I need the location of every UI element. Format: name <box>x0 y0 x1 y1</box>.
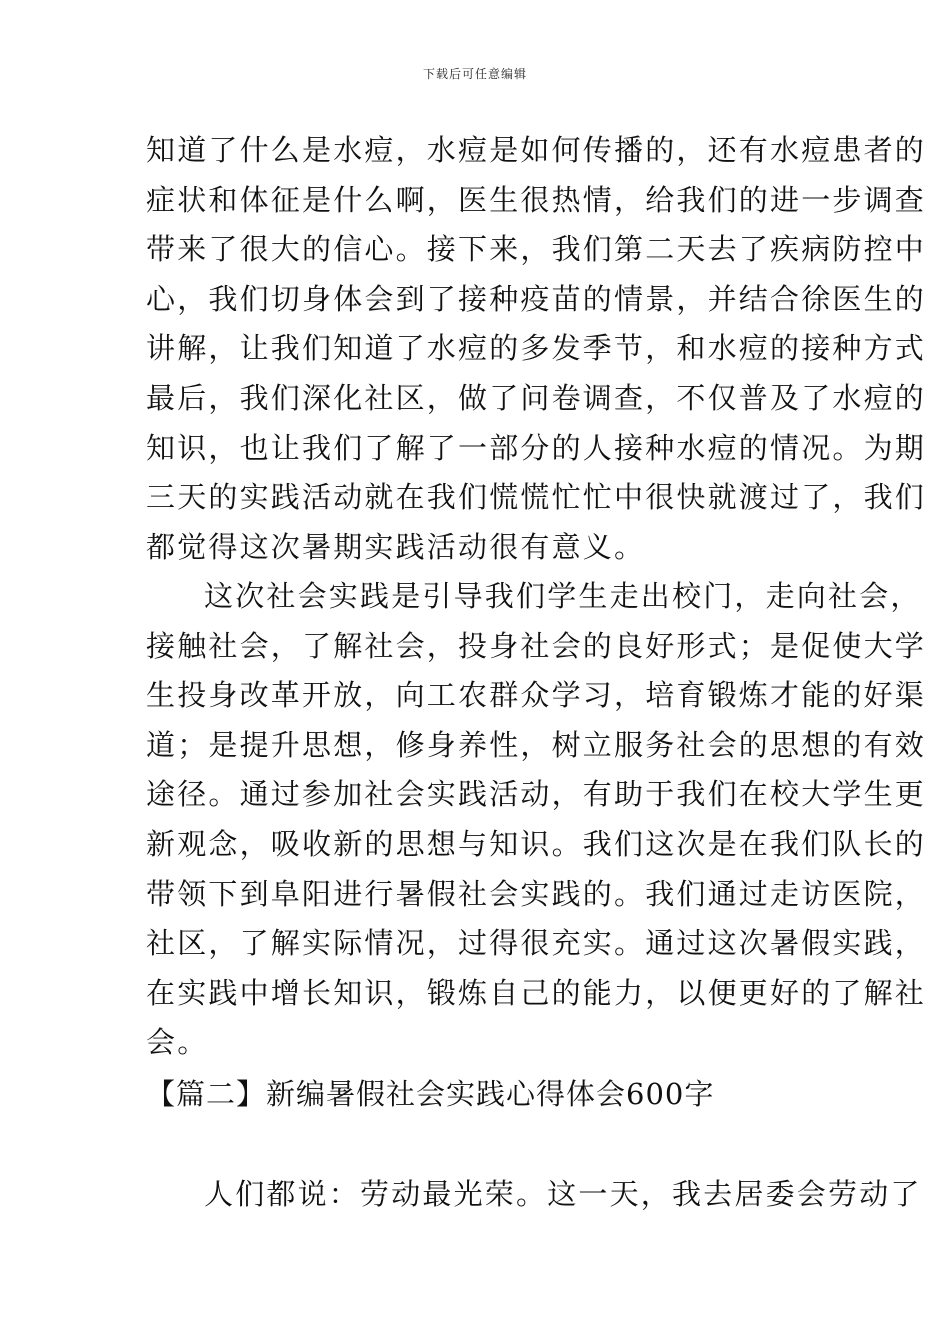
text-line: 知识，也让我们了解了一部分的人接种水痘的情况。为期 <box>146 430 927 465</box>
text-line: 道；是提升思想，修身养性，树立服务社会的思想的有效 <box>146 727 927 762</box>
text-line: 生投身改革开放，向工农群众学习，培育锻炼才能的好渠 <box>146 678 927 713</box>
text-line: 都觉得这次暑期实践活动很有意义。 <box>146 529 646 564</box>
text-line: 带领下到阜阳进行暑假社会实践的。我们通过走访医院， <box>146 876 927 911</box>
paragraph-1 <box>146 126 927 572</box>
text-line: 人们都说：劳动最光荣。这一天，我去居委会劳动了 <box>204 1177 922 1211</box>
page-header-note: 下载后可任意编辑 <box>422 67 527 81</box>
text-line: 讲解，让我们知道了水痘的多发季节，和水痘的接种方式 <box>146 331 927 366</box>
text-line: 带来了很大的信心。接下来，我们第二天去了疾病防控中 <box>146 232 927 267</box>
text-line: 在实践中增长知识，锻炼自己的能力，以便更好的了解社 <box>146 975 927 1010</box>
text-line: 途径。通过参加社会实践活动，有助于我们在校大学生更 <box>146 777 927 812</box>
text-line: 新观念，吸收新的思想与知识。我们这次是在我们队长的 <box>146 826 927 861</box>
text-line: 会。 <box>146 1025 209 1060</box>
text-line: 症状和体征是什么啊，医生很热情，给我们的进一步调查 <box>146 182 927 217</box>
text-line: 社区，了解实际情况，过得很充实。通过这次暑假实践， <box>146 926 927 961</box>
text-line: 三天的实践活动就在我们慌慌忙忙中很快就渡过了，我们 <box>146 480 927 515</box>
paragraph-2 <box>146 572 927 1068</box>
text-line: 心，我们切身体会到了接种疫苗的情景，并结合徐医生的 <box>146 281 927 316</box>
text-line: 接触社会，了解社会，投身社会的良好形式；是促使大学 <box>146 628 927 663</box>
text-line: 知道了什么是水痘，水痘是如何传播的，还有水痘患者的 <box>146 133 927 167</box>
section-heading: 【篇二】新编暑假社会实践心得体会600字 <box>146 1077 715 1111</box>
paragraph-3 <box>146 1170 922 1220</box>
text-line: 这次社会实践是引导我们学生走出校门，走向社会， <box>204 579 922 613</box>
text-line: 最后，我们深化社区，做了问卷调查，不仅普及了水痘的 <box>146 380 927 415</box>
